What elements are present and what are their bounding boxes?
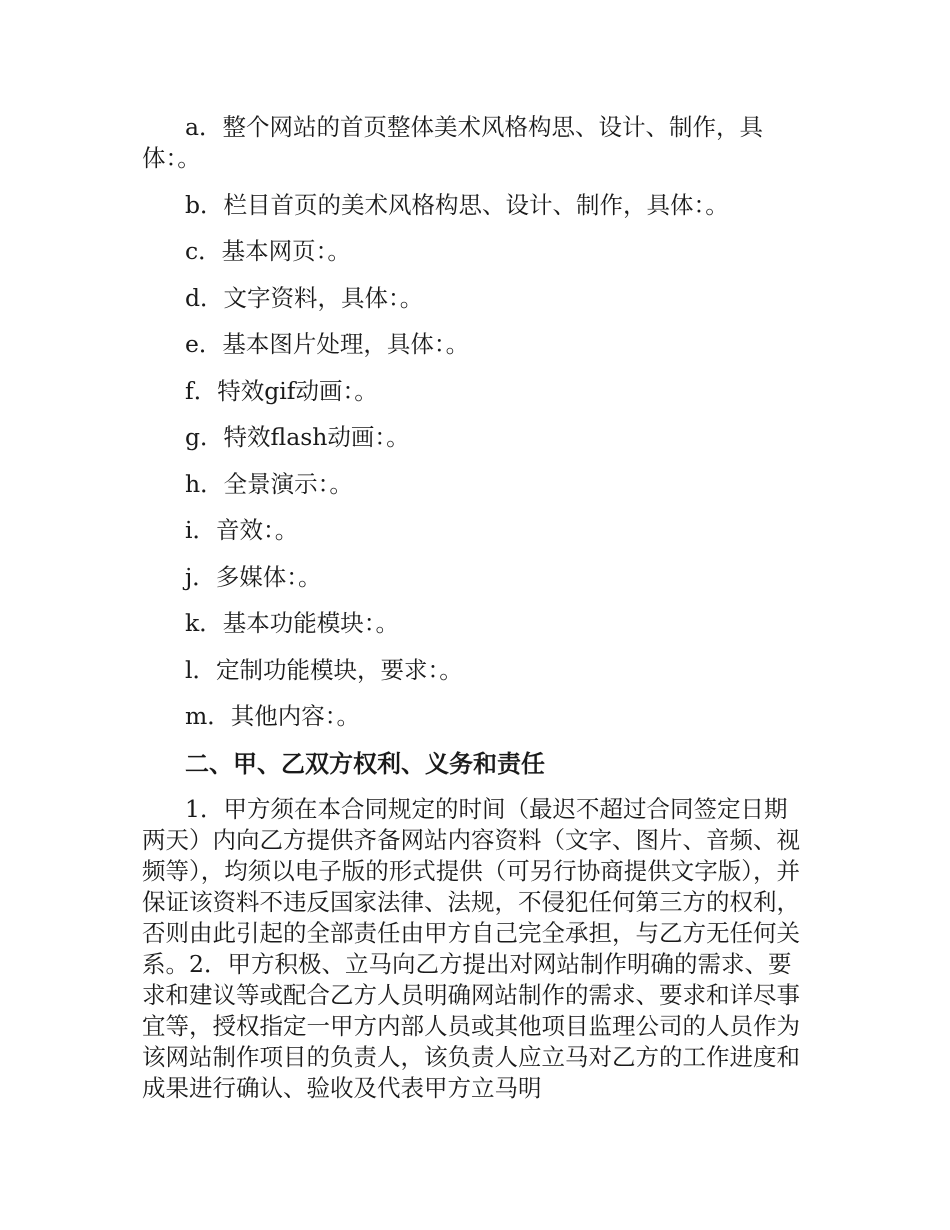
list-item: c．基本网页：。 <box>185 237 351 265</box>
list-item: k．基本功能模块：。 <box>185 609 399 637</box>
list-item: b．栏目首页的美术风格构思、设计、制作，具体：。 <box>185 190 729 219</box>
list-item: a．整个网站的首页整体美术风格构思、设计、制作，具体：。 <box>142 113 764 172</box>
list-item: f．特效gif动画：。 <box>185 376 378 405</box>
list-item: m．其他内容：。 <box>185 702 361 730</box>
list-item: i．音效：。 <box>185 516 299 544</box>
list-item: e．基本图片处理，具体：。 <box>185 330 470 358</box>
list-item: j．多媒体：。 <box>185 562 322 591</box>
list-item: d．文字资料，具体：。 <box>185 283 424 312</box>
section-heading: 二、甲、乙双方权利、义务和责任 <box>185 748 545 778</box>
body-paragraph: 1．甲方须在本合同规定的时间（最迟不超过合同签定日期两天）内向乙方提供齐备网站内容资料（文字、图片、音频、视频等），均须以电子版的形式提供（可另行协商提供文字版），并保证该资料不违反国家法律、法规，不侵犯任何第三方的权利，否则由此引起的全部责任由甲方自己完全承担，与乙方无任何关系。2．甲方积极、立马向乙方提出对网站制作明确的需求、要求和建议等或配合乙方人员明确网站制作的需求、要求和详尽事宜等，授权指定一甲方内部人员或其他项目监理公司的人员作为该网站制作项目的负责人，该负责人应立马对乙方的工作进度和成果进行确认、验收及代表甲方立马明 <box>142 794 800 1102</box>
list-item: h．全景演示：。 <box>185 469 353 498</box>
document-content <box>142 112 808 1104</box>
list-item: g．特效flash动画：。 <box>185 423 410 451</box>
list-item: l．定制功能模块，要求：。 <box>185 655 463 684</box>
